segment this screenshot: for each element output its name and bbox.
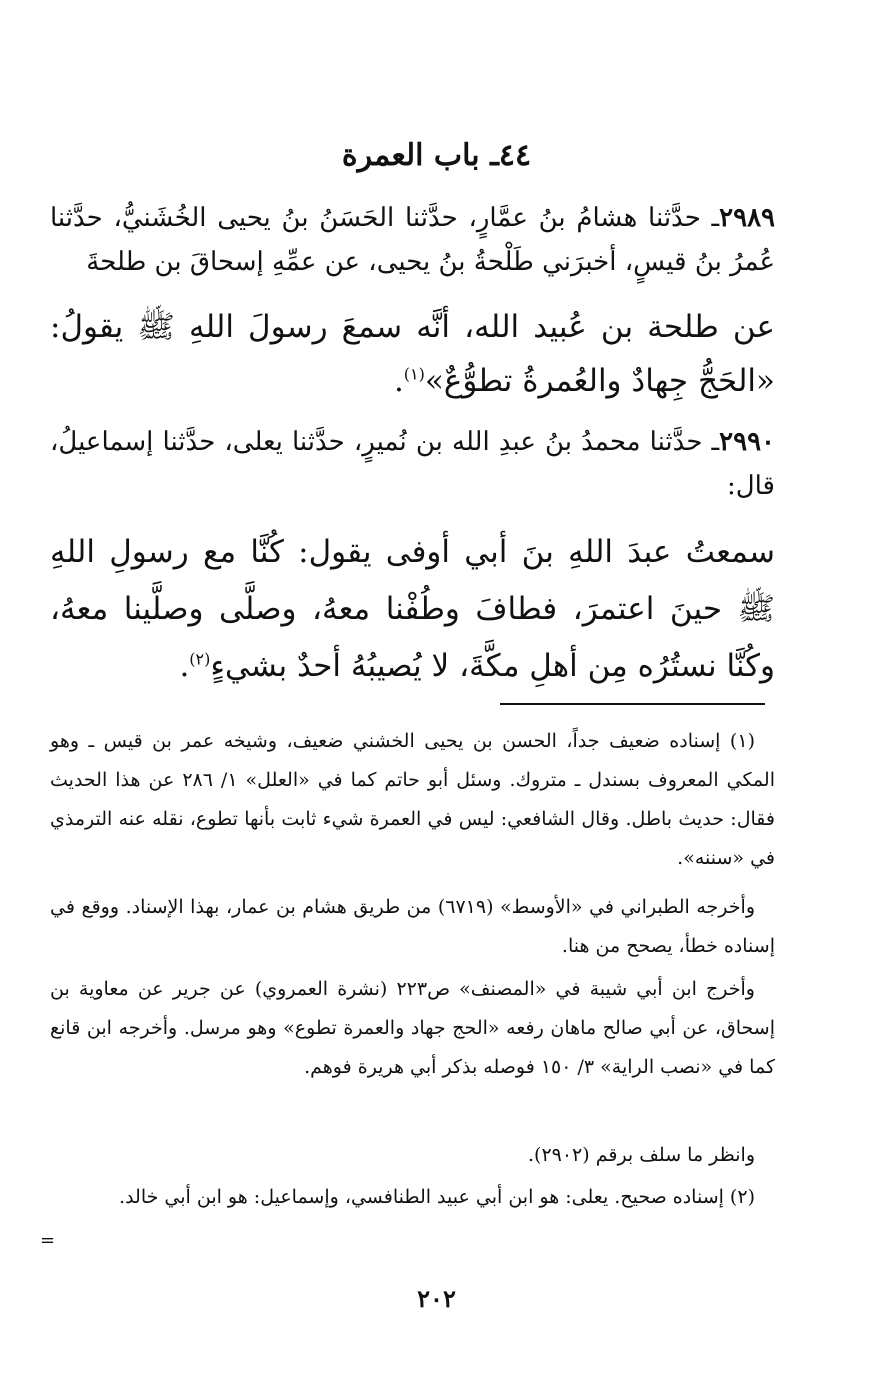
- hadith-2989-isnad: [50, 196, 775, 284]
- hadith-2990-isnad: [50, 420, 775, 508]
- footnote-1-para-4: وانظر ما سلف برقم (٢٩٠٢).: [527, 1144, 755, 1166]
- footnote-ref: (١): [403, 364, 425, 384]
- footnote-separator: [500, 703, 765, 705]
- footnote-1-para-3: وأخرج ابن أبي شيبة في «المصنف» ص٢٢٣ (نشرة العمروي) عن جرير عن معاوية بن إسحاق، عن أبي صالح ماهان رفعه «الحج جهاد والعمرة تطوع» وهو مرسل. وأخرجه ابن قانع كما في «نصب الراية» ٣/ ١٥٠ فوصله بذكر أبي هريرة فوهم.: [50, 978, 775, 1078]
- chapter-title: ٤٤ـ باب العمرة: [341, 138, 532, 173]
- hadith-2989-matn: [50, 300, 775, 408]
- matn-end: .: [179, 648, 190, 684]
- matn-end: .: [393, 363, 404, 399]
- hadith-number: ٢٩٨٩: [719, 203, 775, 233]
- page-number: ٢٠٢: [417, 1284, 456, 1313]
- continuation-mark: =: [40, 1230, 56, 1251]
- footnote-2: (٢) إسناده صحيح. يعلى: هو ابن أبي عبيد الطنافسي، وإسماعيل: هو ابن أبي خالد.: [119, 1186, 755, 1208]
- footnote-ref: (٢): [189, 649, 211, 669]
- footnote-1: (١) إسناده ضعيف جداً، الحسن بن يحيى الخشني ضعيف، وشيخه عمر بن قيس ـ وهو المكي المعروف بسندل ـ متروك. وسئل أبو حاتم كما في «العلل» ١/ ٢٨٦ عن هذا الحديث فقال: حديث باطل. وقال الشافعي: ليس في العمرة شيء ثابت بأنها تطوع، نقله عنه الترمذي في «سننه».: [50, 730, 775, 869]
- hadith-number: ٢٩٩٠: [719, 427, 775, 457]
- isnad-text: ـ حدَّثنا هشامُ بنُ عمَّارٍ، حدَّثنا الحَسَنُ بنُ يحيى الخُشَنيُّ، حدَّثنا عُمرُ بنُ قيسٍ، أخبرَني طَلْحةُ بنُ يحيى، عن عمِّهِ إسحاقَ بن طلحةَ: [50, 203, 775, 277]
- matn-text: سمعتُ عبدَ اللهِ بنَ أبي أوفى يقول: كُنَّا مع رسولِ اللهِ ﷺ حينَ اعتمرَ، فطافَ وطُفْنا معهُ، وصلَّى وصلَّينا معهُ، وكُنَّا نستُرُه مِن أهلِ مكَّةَ، لا يُصيبُهُ أحدٌ بشيءٍ: [50, 534, 775, 684]
- footnote-1-para-2: وأخرجه الطبراني في «الأوسط» (٦٧١٩) من طريق هشام بن عمار، بهذا الإسناد. ووقع في إسناده خطأ، يصحح من هنا.: [50, 896, 775, 957]
- hadith-2990-matn: [50, 524, 775, 695]
- matn-text: عن طلحة بن عُبيد الله، أنَّه سمعَ رسولَ اللهِ ﷺ يقولُ: «الحَجُّ جِهادٌ والعُمرةُ تطوُّعٌ»: [50, 309, 775, 399]
- isnad-text: ـ حدَّثنا محمدُ بنُ عبدِ الله بن نُميرٍ، حدَّثنا يعلى، حدَّثنا إسماعيلُ، قال:: [50, 427, 775, 501]
